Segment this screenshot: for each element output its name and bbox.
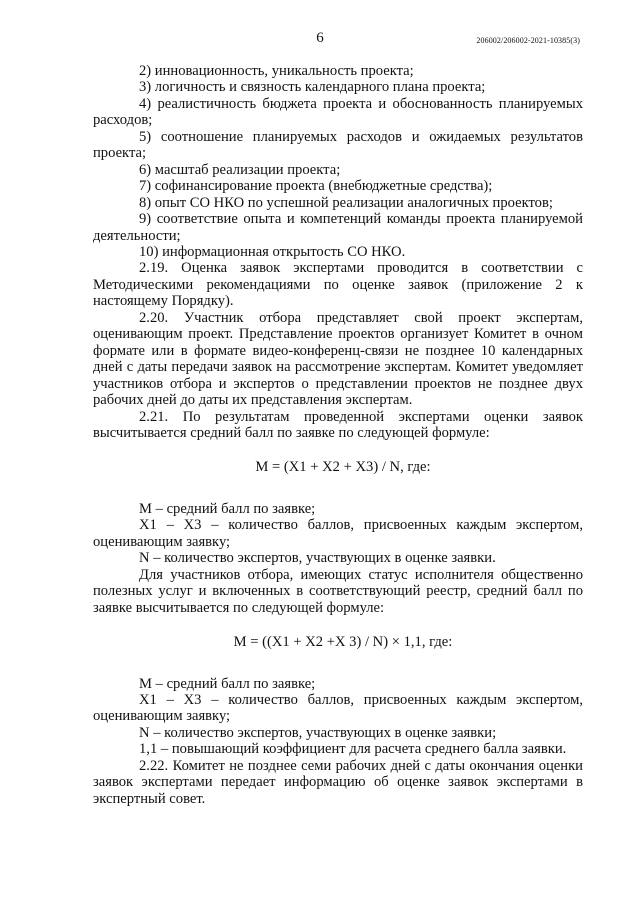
- criterion-4: 4) реалистичность бюджета проекта и обоснованность планируемых расходов;: [93, 95, 583, 129]
- clause-2-22: 2.22. Комитет не позднее семи рабочих дней с даты окончания оценки заявок экспертами передает информацию об оценке заявок экспертами в экспертный совет.: [93, 757, 583, 807]
- clause-public-services: Для участников отбора, имеющих статус исполнителя общественно полезных услуг и включенных в соответствующий реестр, средний балл по заявке высчитывается по следующей формуле:: [93, 566, 583, 616]
- definition-x-2: X1 – X3 – количество баллов, присвоенных каждым экспертом, оценивающим заявку;: [93, 691, 583, 725]
- criterion-10: 10) информационная открытость СО НКО.: [139, 243, 406, 260]
- criterion-8: 8) опыт СО НКО по успешной реализации аналогичных проектов;: [139, 194, 553, 211]
- clause-2-19: 2.19. Оценка заявок экспертами проводится в соответствии с Методическими рекомендациями по оценке заявок (приложение 2 к настоящему Порядку).: [93, 260, 583, 310]
- criterion-9: 9) соответствие опыта и компетенций команды проекта планируемой деятельности;: [93, 211, 583, 244]
- criterion-7: 7) софинансирование проекта (внебюджетные средства);: [139, 178, 493, 195]
- criterion-3: 3) логичность и связность календарного плана проекта;: [139, 79, 486, 96]
- definition-m: M – средний балл по заявке;: [139, 500, 316, 517]
- page-number: 6: [316, 30, 324, 46]
- criterion-2: 2) инновационность, уникальность проекта;: [139, 63, 414, 79]
- document-id: 206002/206002-2021-10385(3): [476, 36, 580, 45]
- definition-m-2: M – средний балл по заявке;: [139, 675, 316, 692]
- definition-n: N – количество экспертов, участвующих в оценке заявки.: [139, 550, 496, 567]
- definition-x: X1 – X3 – количество баллов, присвоенных каждым экспертом, оценивающим заявку;: [93, 517, 583, 550]
- definition-n-2: N – количество экспертов, участвующих в оценке заявки;: [139, 724, 497, 741]
- clause-2-21: 2.21. По результатам проведенной экспертами оценки заявок высчитывается средний балл по заявке по следующей формуле:: [93, 408, 583, 441]
- clause-2-20: 2.20. Участник отбора представляет свой проект экспертам, оценивающим проект. Представление проектов организует Комитет в очном формате или в формате видео-конференц-связи не позднее 10 календарных дней с даты передачи заявок на рассмотрение экспертам. Комитет уведомляет участников отбора и экспертов о представлении проектов не позднее двух рабочих дней до даты их представления экспертам.: [93, 309, 583, 409]
- formula-weighted-score: M = ((X1 + X2 +X 3) / N) × 1,1, где:: [233, 634, 453, 651]
- criterion-5: 5) соотношение планируемых расходов и ожидаемых результатов проекта;: [93, 128, 583, 162]
- formula-average-score: M = (X1 + X2 + X3) / N, где:: [255, 459, 431, 476]
- criterion-6: 6) масштаб реализации проекта;: [139, 161, 341, 178]
- document-body: [93, 63, 583, 807]
- definition-coefficient: 1,1 – повышающий коэффициент для расчета среднего балла заявки.: [139, 741, 567, 758]
